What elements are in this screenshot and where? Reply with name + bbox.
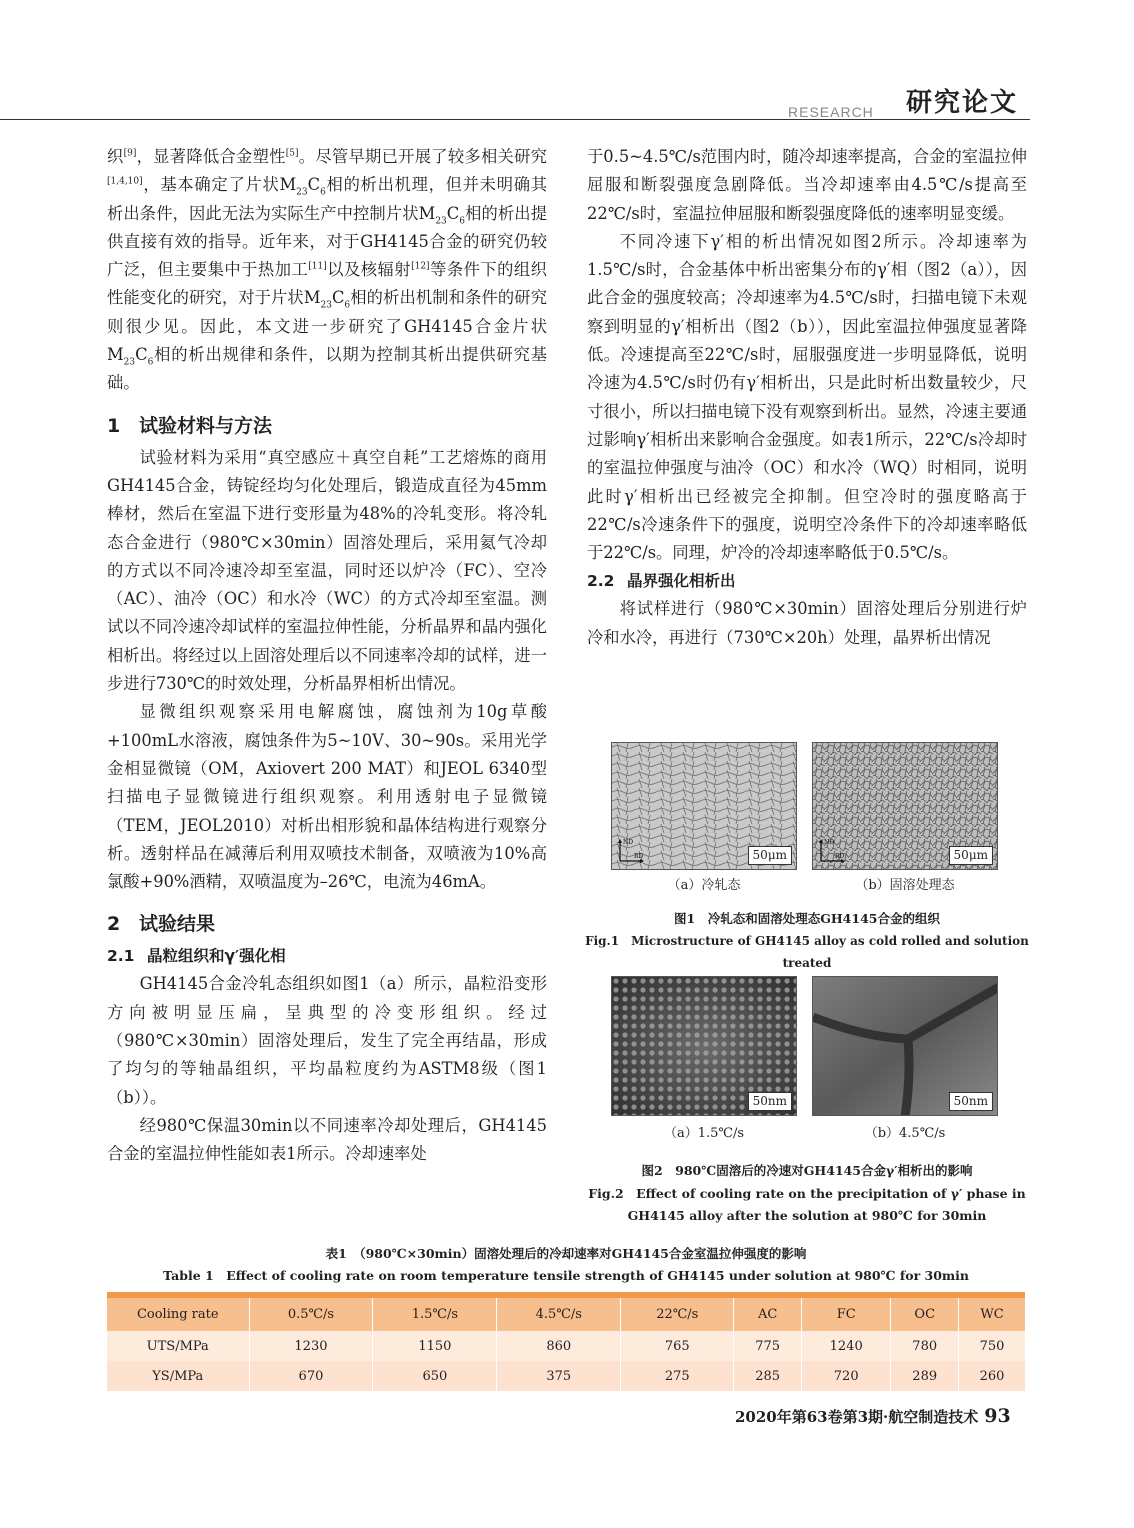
fig2a-scalebar: 50nm [748,1092,792,1111]
microscopy-paragraph: 显微组织观察采用电解腐蚀，腐蚀剂为10g草酸+100mL水溶液，腐蚀条件为5~10V、30~90s。采用光学金相显微镜（OM，Axiovert 200 MAT）和JEOL 6340型扫描电子显微镜进行组织观察。利用透射电子显微镜（TEM，JEOL2010）对析出相形貌和晶体结构进行观察分析。透射样品在减薄后利用双喷技术制备，双喷液为10%高氯酸+90%酒精，双喷温度为–26℃，电流为46mA。 [107,702,547,892]
svg-text:ND: ND [824,839,835,846]
table-cell: 260 [959,1361,1025,1391]
materials-paragraph: 试验材料为采用“真空感应＋真空自耗”工艺熔炼的商用GH4145合金，铸锭经均匀化处理后，锻造成直径为45mm棒材，然后在室温下进行变形量为48%的冷轧变形。将冷轧态合金进行（980℃×30min）固溶处理后，采用氦气冷却的方式以不同冷速冷却至室温，同时还以炉冷（FC）、空冷（AC）、油冷（OC）和水冷（WC）的方式冷却至室温。测试以不同冷速冷却试样的室温拉伸性能，分析晶界和晶内强化相析出。将经过以上固溶处理后以不同速率冷却的试样，进一步进行730℃的时效处理，分析晶界相析出情况。 [107,447,547,694]
table-cell: 780 [891,1331,959,1361]
table-header-cell: 0.5℃/s [249,1295,373,1331]
axis-arrows-icon [817,835,849,865]
table1-caption-zh: 表1 （980℃×30min）固溶处理后的冷却速率对GH4145合金室温拉伸强度的影响 [325,1246,807,1261]
table1-caption [107,1243,1025,1287]
table-cell: 1240 [802,1331,891,1361]
table-cell: 285 [734,1361,802,1391]
table-cell: 1150 [373,1331,497,1361]
table-cell: 289 [891,1361,959,1391]
table-cell: 650 [373,1361,497,1391]
fig1b-micrograph [812,742,998,870]
gamma-paragraph: 不同冷速下γ′相的析出情况如图2所示。冷却速率为1.5℃/s时，合金基体中析出密集分布的γ′相（图2（a）），因此合金的强度较高；冷却速率为4.5℃/s时，扫描电镜下未观察到明显的γ′相析出（图2（b）），因此室温拉伸强度显著降低。冷速提高至22℃/s时，屈服强度进一步明显降低，说明冷速为4.5℃/s时仍有γ′相析出，只是此时析出数量较少，尺寸很小，所以扫描电镜下没有观察到析出。显然，冷速主要通过影响γ′相析出来影响合金强度。如表1所示，22℃/s冷却时的室温拉伸强度与油冷（OC）和水冷（WQ）时相同，说明此时γ′相析出已经被完全抑制。但空冷时的强度略高于22℃/s冷速条件下的强度，说明空冷条件下的冷却速率略低于22℃/s。同理，炉冷的冷却速率略低于0.5℃/s。 [587,231,1027,563]
grain-paragraph: GH4145合金冷轧态组织如图1（a）所示，晶粒沿变形方向被明显压扁，呈典型的冷变形组织。经过（980℃×30min）固溶处理后，发生了完全再结晶，形成了均匀的等轴晶组织，平均晶粒度约为ASTM8级（图1（b））。 [107,974,547,1107]
fig2b-scalebar: 50nm [949,1092,993,1111]
fig1-caption-en: Fig.1 Microstructure of GH4145 alloy as cold rolled and solution treated [585,934,1029,970]
header-section-zh: 研究论文 [906,88,1019,118]
section-2-1-heading: 2.1 晶粒组织和γ′强化相 [107,947,286,966]
table-header-cell: Cooling rate [107,1295,249,1331]
fig1a-micrograph [611,742,797,870]
table-header-cell: OC [891,1295,959,1331]
right-column [587,143,1027,652]
fig1a-scalebar: 50μm [748,846,792,865]
table-cell: 1230 [249,1331,373,1361]
fig1b-subcaption: （b）固溶处理态 [855,878,955,893]
fig2b-subcaption: （b）4.5℃/s [864,1126,946,1141]
table-header-cell: AC [734,1295,802,1331]
table-row [107,1361,1025,1391]
table-header-cell: WC [959,1295,1025,1331]
table-cell: 375 [497,1361,621,1391]
continued-paragraph: 于0.5~4.5℃/s范围内时，随冷却速率提高，合金的室温拉伸屈服和断裂强度急剧降低。当冷却速率由4.5℃/s提高至22℃/s时，室温拉伸屈服和断裂强度降低的速率明显变缓。 [587,147,1027,223]
section-2-heading: 2 试验结果 [107,913,216,936]
table-cell: YS/MPa [107,1361,249,1391]
svg-text:RD: RD [634,853,644,860]
intro-paragraph: 织[9]，显著降低合金塑性[5]。尽管早期已开展了较多相关研究[1,4,10]，基本确定了片状$M_{23}C_6$相的析出机理，但并未明确其析出条件，因此无法为实际生产中控制片状$M_{23}C_6$相的析出提供直接有效的指导。近年来，对于GH4145合金的研究仍较广泛，但主要集中于热加工[11]以及核辐射[12]等条件下的组织性能变化的研究，对于片状$M_{23}C_6$相的析出机制和条件的研究则很少见。因此，本文进一步研究了GH4145合金片状$M_{23}C_6$相的析出规律和条件，以期为控制其析出提供研究基础。 [107,147,547,393]
fig2a-micrograph [611,976,797,1116]
table1-caption-en: Table 1 Effect of cooling rate on room temperature tensile strength of GH4145 under solution at 980℃ for 30min [163,1268,969,1283]
table-cell: UTS/MPa [107,1331,249,1361]
fig1a-subcaption: （a）冷轧态 [667,878,741,893]
table-header-cell: 22℃/s [621,1295,734,1331]
table1 [107,1292,1025,1391]
table-cell: 670 [249,1361,373,1391]
journal-info: 2020年第63卷第3期·航空制造技术 [735,1408,979,1426]
svg-text:RD: RD [835,853,845,860]
page-footer [735,1405,1011,1427]
table-header-row [107,1295,1025,1331]
table-cell: 860 [497,1331,621,1361]
fig2-caption-en-line1: Fig.2 Effect of cooling rate on the precipitation of γ′ phase in [588,1186,1026,1201]
fig2b-micrograph [812,976,998,1116]
grain-boundary-paragraph: 将试样进行（980℃×30min）固溶处理后分别进行炉冷和水冷，再进行（730℃×20h）处理，晶界析出情况 [587,599,1027,647]
table-header-cell: 1.5℃/s [373,1295,497,1331]
svg-text:ND: ND [623,839,634,846]
table-header-cell: FC [802,1295,891,1331]
tensile-paragraph: 经980℃保温30min以不同速率冷却处理后，GH4145合金的室温拉伸性能如表1所示。冷却速率处 [107,1115,547,1164]
fig1b-scalebar: 50μm [949,846,993,865]
table-cell: 775 [734,1331,802,1361]
header-rule [0,119,1030,120]
table-cell: 275 [621,1361,734,1391]
header-section-en: RESEARCH [788,104,874,120]
fig1-caption-zh: 图1 冷轧态和固溶处理态GH4145合金的组织 [674,911,940,926]
axis-arrows-icon [616,835,648,865]
table-cell: 765 [621,1331,734,1361]
fig2-caption-en-line2: GH4145 alloy after the solution at 980℃ for 30min [627,1208,987,1223]
page-number: 93 [984,1405,1011,1427]
section-1-heading: 1 试验材料与方法 [107,414,273,437]
table-cell: 750 [959,1331,1025,1361]
fig2a-subcaption: （a）1.5℃/s [663,1126,745,1141]
table-header-cell: 4.5℃/s [497,1295,621,1331]
fig2-caption-zh: 图2 980℃固溶后的冷速对GH4145合金γ′相析出的影响 [641,1163,973,1178]
left-column [107,143,547,1169]
table-cell: 720 [802,1361,891,1391]
section-2-2-heading: 2.2 晶界强化相析出 [587,572,736,591]
table-row [107,1331,1025,1361]
